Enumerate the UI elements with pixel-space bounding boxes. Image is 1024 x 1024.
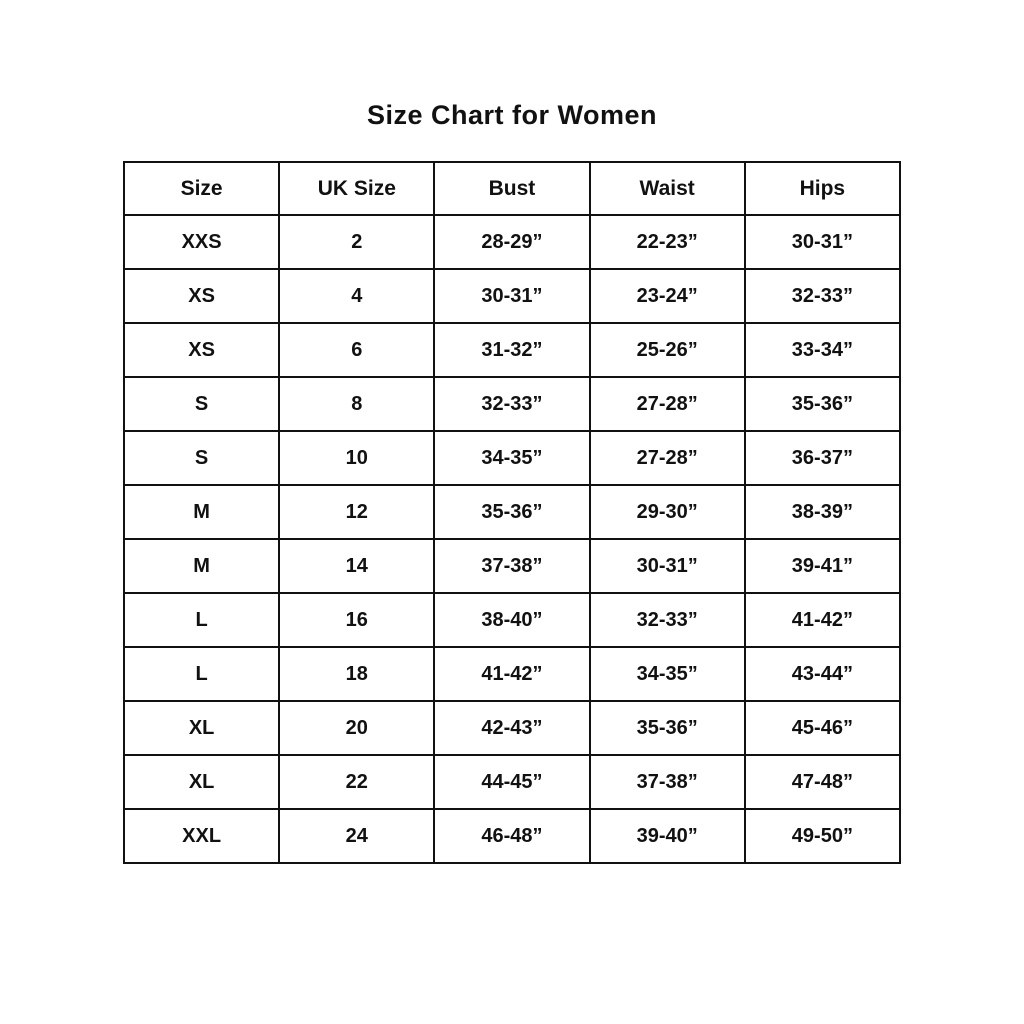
table-cell: 39-40”: [590, 809, 745, 863]
table-cell: 41-42”: [745, 593, 900, 647]
table-cell: M: [124, 485, 279, 539]
column-header-size: Size: [124, 162, 279, 215]
table-cell: 38-39”: [745, 485, 900, 539]
table-cell: 39-41”: [745, 539, 900, 593]
table-cell: XL: [124, 701, 279, 755]
table-cell: 18: [279, 647, 434, 701]
table-row: [124, 539, 900, 593]
table-cell: 27-28”: [590, 431, 745, 485]
table-cell: 42-43”: [434, 701, 589, 755]
table-cell: 30-31”: [745, 215, 900, 269]
table-cell: XXL: [124, 809, 279, 863]
table-cell: L: [124, 647, 279, 701]
table-cell: 33-34”: [745, 323, 900, 377]
table-cell: 24: [279, 809, 434, 863]
table-cell: 32-33”: [745, 269, 900, 323]
table-cell: 36-37”: [745, 431, 900, 485]
table-cell: 29-30”: [590, 485, 745, 539]
table-cell: 28-29”: [434, 215, 589, 269]
table-cell: 25-26”: [590, 323, 745, 377]
table-cell: 27-28”: [590, 377, 745, 431]
table-cell: XXS: [124, 215, 279, 269]
table-cell: 35-36”: [434, 485, 589, 539]
table-row: [124, 269, 900, 323]
table-cell: 30-31”: [434, 269, 589, 323]
table-cell: 34-35”: [590, 647, 745, 701]
table-cell: 31-32”: [434, 323, 589, 377]
table-cell: 32-33”: [590, 593, 745, 647]
table-row: [124, 431, 900, 485]
page-title: Size Chart for Women: [366, 100, 658, 130]
table-cell: 44-45”: [434, 755, 589, 809]
table-row: [124, 593, 900, 647]
table-cell: XS: [124, 323, 279, 377]
table-cell: 2: [279, 215, 434, 269]
table-cell: 22: [279, 755, 434, 809]
table-cell: 34-35”: [434, 431, 589, 485]
size-chart-table: [123, 161, 901, 864]
table-cell: 43-44”: [745, 647, 900, 701]
column-header-bust: Bust: [434, 162, 589, 215]
table-row: [124, 809, 900, 863]
table-cell: 10: [279, 431, 434, 485]
table-cell: 30-31”: [590, 539, 745, 593]
table-row: [124, 323, 900, 377]
table-cell: 22-23”: [590, 215, 745, 269]
column-header-hips: Hips: [745, 162, 900, 215]
table-header: [124, 162, 900, 215]
table-cell: 6: [279, 323, 434, 377]
table-cell: 8: [279, 377, 434, 431]
table-cell: 41-42”: [434, 647, 589, 701]
table-cell: XL: [124, 755, 279, 809]
table-cell: 45-46”: [745, 701, 900, 755]
table-row: [124, 647, 900, 701]
table-cell: 23-24”: [590, 269, 745, 323]
table-body: [124, 215, 900, 863]
table-cell: 4: [279, 269, 434, 323]
table-cell: M: [124, 539, 279, 593]
table-cell: 47-48”: [745, 755, 900, 809]
table-cell: 35-36”: [745, 377, 900, 431]
table-cell: 16: [279, 593, 434, 647]
table-cell: 35-36”: [590, 701, 745, 755]
column-header-uk-size: UK Size: [279, 162, 434, 215]
table-cell: XS: [124, 269, 279, 323]
table-cell: S: [124, 377, 279, 431]
table-row: [124, 701, 900, 755]
table-row: [124, 215, 900, 269]
table-cell: 12: [279, 485, 434, 539]
table-cell: 37-38”: [434, 539, 589, 593]
table-cell: 46-48”: [434, 809, 589, 863]
table-row: [124, 377, 900, 431]
table-header-row: [124, 162, 900, 215]
table-cell: 20: [279, 701, 434, 755]
table-cell: 14: [279, 539, 434, 593]
table-cell: L: [124, 593, 279, 647]
table-cell: 49-50”: [745, 809, 900, 863]
table-cell: 38-40”: [434, 593, 589, 647]
table-cell: S: [124, 431, 279, 485]
column-header-waist: Waist: [590, 162, 745, 215]
table-cell: 37-38”: [590, 755, 745, 809]
table-cell: 32-33”: [434, 377, 589, 431]
table-row: [124, 755, 900, 809]
table-row: [124, 485, 900, 539]
